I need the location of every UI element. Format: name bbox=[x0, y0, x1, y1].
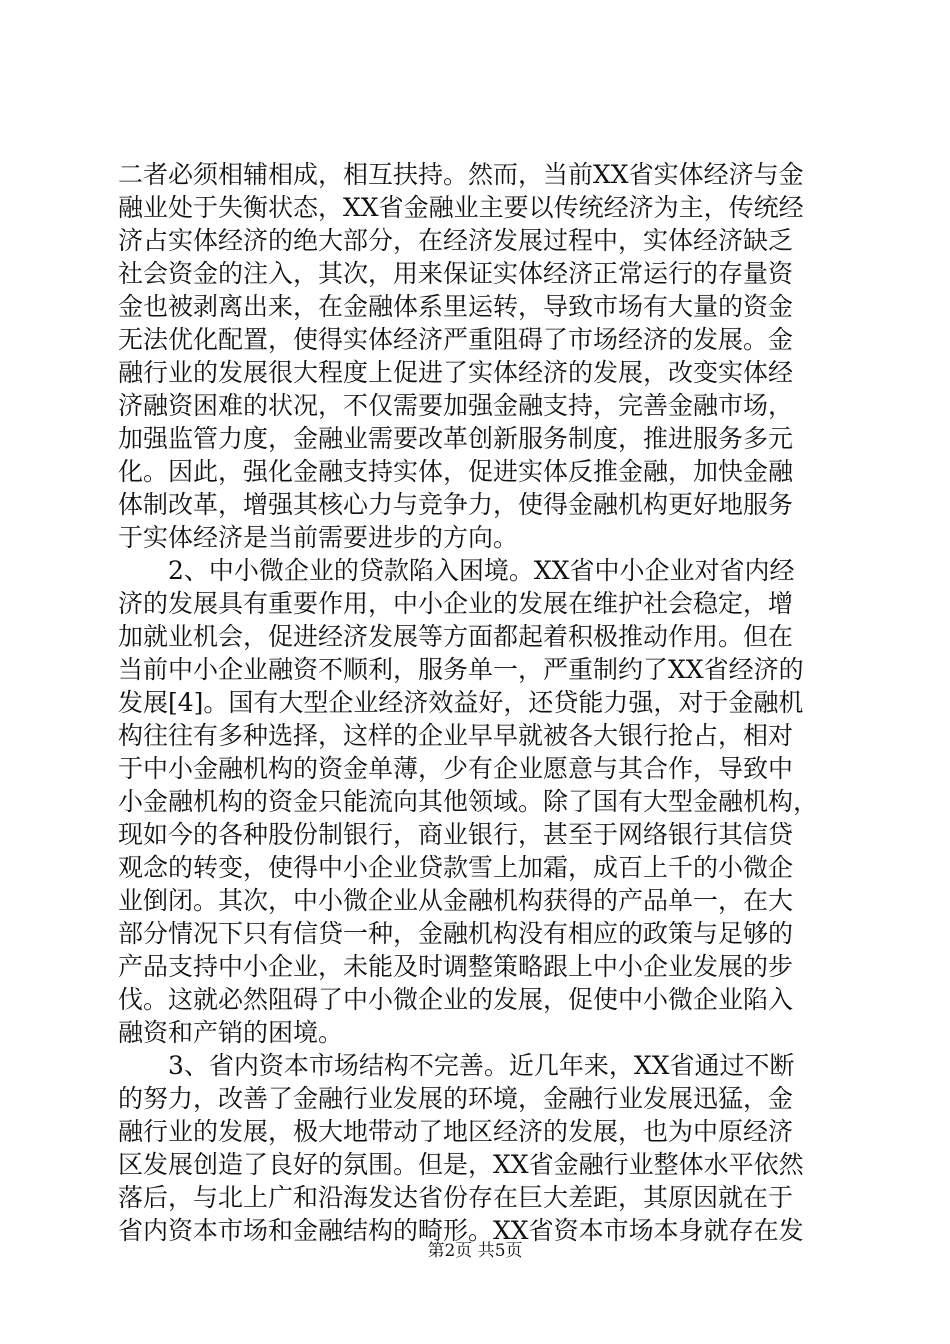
paragraph-3-start: 3、省内资本市场结构不完善。近几年来，XX省通过不断 bbox=[168, 1051, 795, 1080]
text-line: 省内资本市场和金融结构的畸形。XX省资本市场本身就存在发 bbox=[118, 1216, 804, 1245]
text-line: 社会资金的注入，其次，用来保证实体经济正常运行的存量资 bbox=[118, 259, 794, 288]
text-line: 区发展创造了良好的氛围。但是，XX省金融行业整体水平依然 bbox=[118, 1150, 804, 1179]
text-line: 济占实体经济的绝大部分，在经济发展过程中，实体经济缺乏 bbox=[118, 226, 794, 255]
text-line: 落后，与北上广和沿海发达省份存在巨大差距，其原因就在于 bbox=[118, 1183, 794, 1212]
text-line: 伐。这就必然阻碍了中小微企业的发展，促使中小微企业陷入 bbox=[118, 985, 794, 1014]
text-line: 当前中小企业融资不顺利，服务单一，严重制约了XX省经济的 bbox=[118, 655, 804, 684]
text-line: 无法优化配置，使得实体经济严重阻碍了市场经济的发展。金 bbox=[118, 325, 794, 354]
text-line: 小金融机构的资金只能流向其他领域。除了国有大型金融机构， bbox=[118, 787, 819, 816]
text-line: 业倒闭。其次，中小微企业从金融机构获得的产品单一，在大 bbox=[118, 886, 794, 915]
text-line: 构往往有多种选择，这样的企业早早就被各大银行抢占，相对 bbox=[118, 721, 794, 750]
text-line: 加强监管力度，金融业需要改革创新服务制度，推进服务多元 bbox=[118, 424, 794, 453]
text-line: 产品支持中小企业，未能及时调整策略跟上中小企业发展的步 bbox=[118, 952, 794, 981]
text-line: 体制改革，增强其核心力与竞争力，使得金融机构更好地服务 bbox=[118, 490, 794, 519]
text-line: 融资和产销的困境。 bbox=[118, 1018, 344, 1047]
text-line: 融业处于失衡状态，XX省金融业主要以传统经济为主，传统经 bbox=[118, 193, 804, 222]
text-line: 观念的转变，使得中小企业贷款雪上加霜，成百上千的小微企 bbox=[118, 853, 794, 882]
text-line: 现如今的各种股份制银行，商业银行，甚至于网络银行其信贷 bbox=[118, 820, 794, 849]
text-line: 部分情况下只有信贷一种，金融机构没有相应的政策与足够的 bbox=[118, 919, 794, 948]
text-line: 二者必须相辅相成，相互扶持。然而，当前XX省实体经济与金 bbox=[118, 160, 804, 189]
text-line: 加就业机会，促进经济发展等方面都起着积极推动作用。但在 bbox=[118, 622, 794, 651]
text-line: 济融资困难的状况，不仅需要加强金融支持，完善金融市场， bbox=[118, 391, 794, 420]
text-line: 融行业的发展很大程度上促进了实体经济的发展，改变实体经 bbox=[118, 358, 794, 387]
text-line: 融行业的发展，极大地带动了地区经济的发展，也为中原经济 bbox=[118, 1117, 794, 1146]
paragraph-2-start: 2、中小微企业的贷款陷入困境。XX省中小企业对省内经 bbox=[168, 556, 795, 585]
text-line: 金也被剥离出来，在金融体系里运转，导致市场有大量的资金 bbox=[118, 292, 794, 321]
text-line: 的努力，改善了金融行业发展的环境，金融行业发展迅猛，金 bbox=[118, 1084, 794, 1113]
text-line: 于实体经济是当前需要进步的方向。 bbox=[118, 523, 519, 552]
text-line: 于中小金融机构的资金单薄，少有企业愿意与其合作，导致中 bbox=[118, 754, 794, 783]
text-line: 发展[4]。国有大型企业经济效益好，还贷能力强，对于金融机 bbox=[118, 688, 804, 717]
text-line: 化。因此，强化金融支持实体，促进实体反推金融，加快金融 bbox=[118, 457, 794, 486]
body-text bbox=[118, 158, 838, 1247]
text-line: 济的发展具有重要作用，中小企业的发展在维护社会稳定，增 bbox=[118, 589, 794, 618]
page-footer: 第2页 共5页 bbox=[427, 1241, 523, 1261]
